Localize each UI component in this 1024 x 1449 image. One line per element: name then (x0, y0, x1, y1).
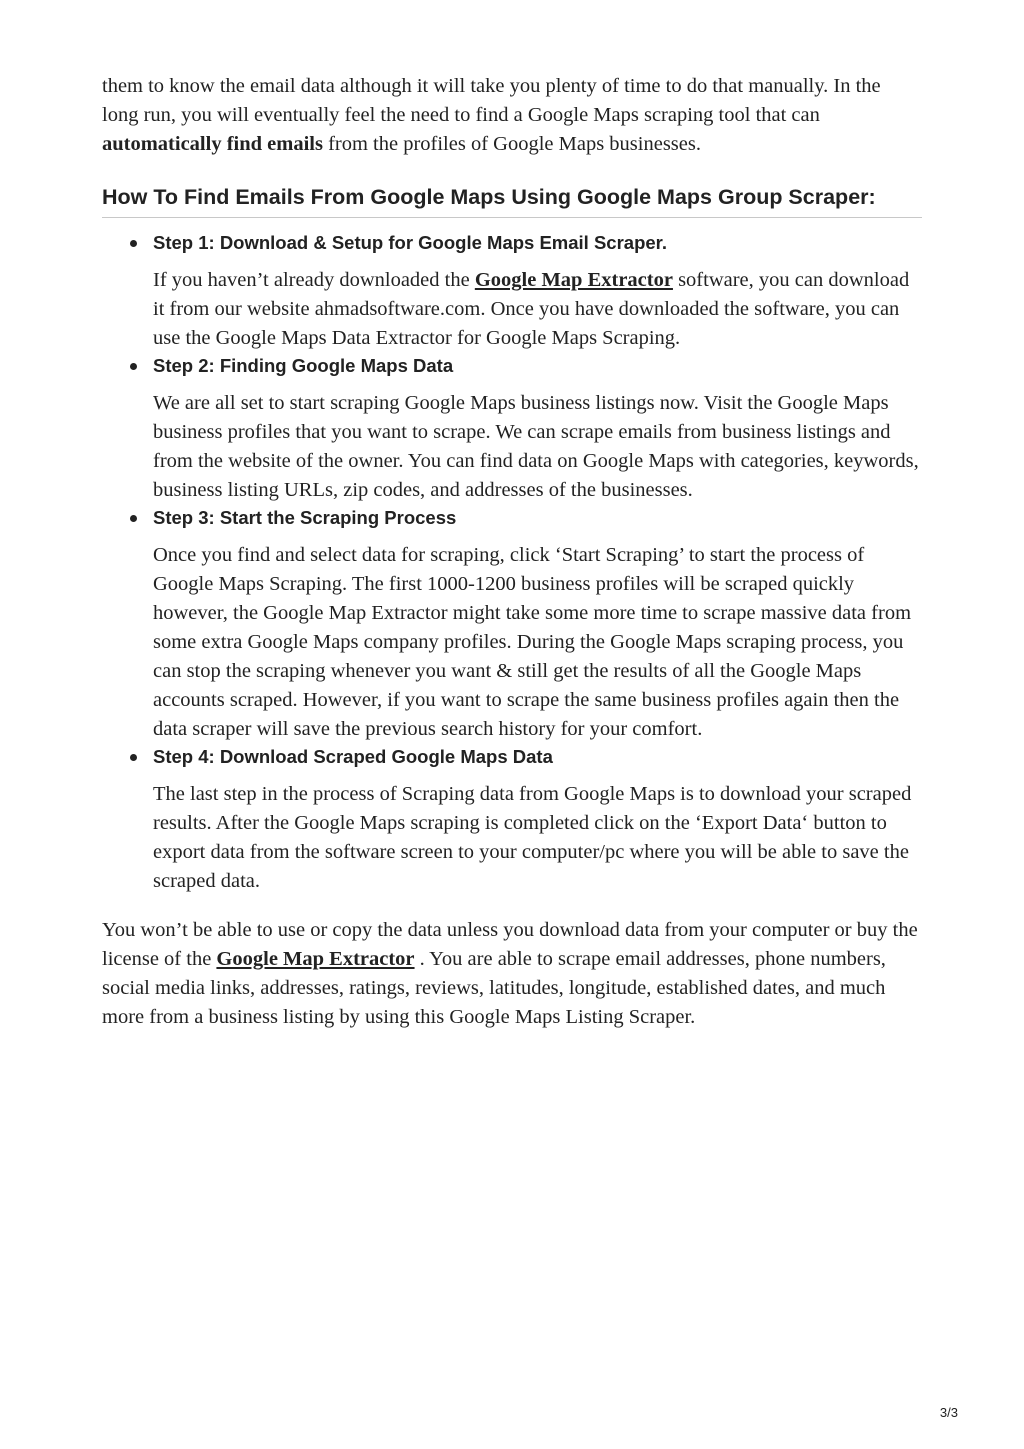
closing-text-end: . You are able to scrape email addresses, phone numbers, social media links, addresses, ratings, reviews, latitudes, longitude, established dates, and much more from a business listing by using this Google Maps Listing Scraper. (102, 948, 886, 1028)
step-item-1 (102, 230, 922, 353)
intro-text-start: them to know the email data although it will take you plenty of time to do that manually. In the long run, you will eventually feel the need to find a Google Maps scraping tool that can (102, 75, 881, 126)
closing-paragraph (102, 916, 922, 1032)
step-body-2: We are all set to start scraping Google Maps business listings now. Visit the Google Maps business profiles that you want to scrape. We can scrape emails from business listings and from the website of the owner. You can find data on Google Maps with categories, keywords, business listing URLs, zip codes, and addresses of the businesses. (153, 392, 919, 501)
step-title-text-3: Step 3: Start the Scraping Process (153, 507, 457, 528)
step-item-3 (102, 505, 922, 744)
step-body-4: The last step in the process of Scraping data from Google Maps is to download your scraped results. After the Google Maps scraping is completed click on the ‘Export Data‘ button to export data from the software screen to your computer/pc where you will be able to save the scraped data. (153, 783, 912, 892)
step-title-2 (153, 353, 922, 379)
step-title-text-4: Step 4: Download Scraped Google Maps Data (153, 746, 553, 767)
intro-text-end: from the profiles of Google Maps businesses. (322, 133, 701, 155)
step-title-3 (153, 505, 922, 531)
closing-text-start: You won’t be able to use or copy the data unless you download data from your computer or buy the license of the (102, 919, 918, 970)
step-title-1 (153, 230, 922, 256)
intro-paragraph (102, 72, 922, 159)
document-page (102, 72, 922, 1032)
step-body-1 (153, 266, 922, 353)
step-title-4 (153, 744, 922, 770)
bullet-icon (130, 515, 137, 522)
bullet-icon (130, 363, 137, 370)
step-title-text-2: Step 2: Finding Google Maps Data (153, 355, 454, 376)
google-map-extractor-link[interactable]: Google Map Extractor (474, 269, 673, 291)
bullet-icon (130, 754, 137, 761)
intro-bold-phrase: automatically find emails (102, 133, 323, 155)
step-item-4 (102, 744, 922, 896)
step-body-3: Once you find and select data for scraping, click ‘Start Scraping’ to start the process of Google Maps Scraping. The first 1000-1200 business profiles will be scraped quickly however, the Google Map Extractor might take some more time to scrape massive data from some extra Google Maps company profiles. During the Google Maps scraping process, you can stop the scraping whenever you want & still get the results of all the Google Maps accounts scraped. However, if you want to scrape the same business profiles again then the data scraper will save the previous search history for your comfort. (153, 544, 912, 740)
step-item-2 (102, 353, 922, 505)
step-title-text-1: Step 1: Download & Setup for Google Maps Email Scraper. (153, 232, 667, 253)
bullet-icon (130, 240, 137, 247)
section-heading: How To Find Emails From Google Maps Using Google Maps Group Scraper: (102, 183, 922, 218)
step-body-1-end: software, you can download it from our website ahmadsoftware.com. Once you have downloaded the software, you can use the Google Maps Data Extractor for Google Maps Scraping. (153, 269, 910, 349)
page-number: 3/3 (939, 1405, 958, 1420)
steps-list (102, 230, 922, 896)
step-body-1-start: If you haven’t already downloaded the (153, 269, 475, 291)
google-map-extractor-link-closing[interactable]: Google Map Extractor (216, 948, 415, 970)
